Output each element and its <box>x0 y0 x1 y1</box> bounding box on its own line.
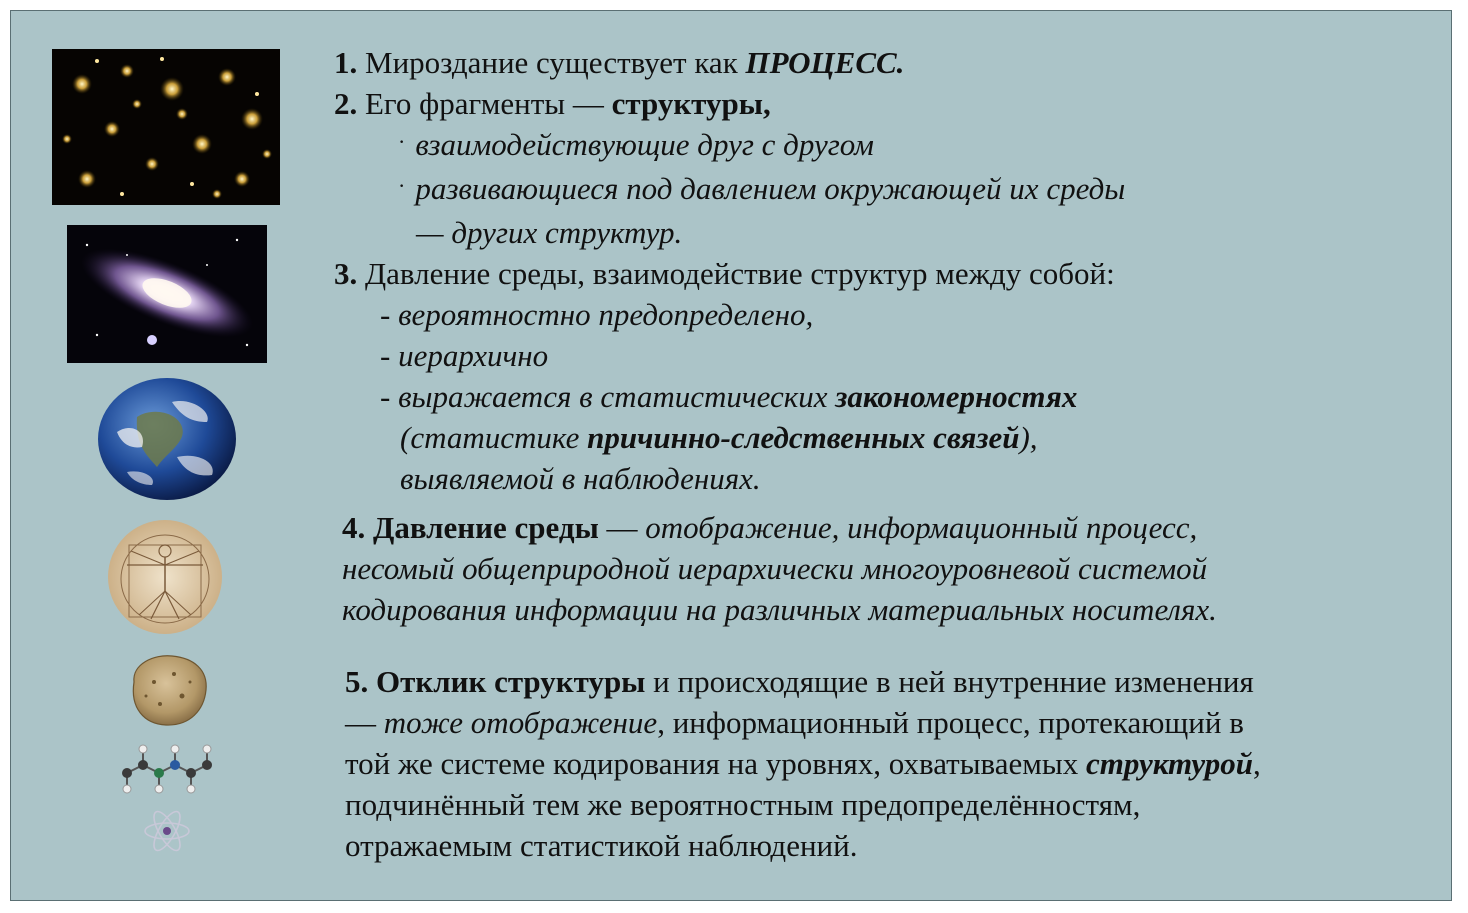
point-1-number: 1. <box>334 45 358 80</box>
point-5-line-3 <box>345 743 1261 784</box>
point-2-bullet-1-text: взаимодействующие друг с другом <box>415 127 874 162</box>
vitruvian-man-image <box>107 519 223 635</box>
spiral-galaxy-image <box>67 225 267 363</box>
point-2-emphasis: структуры, <box>611 86 771 121</box>
point-2 <box>334 83 1125 124</box>
slide <box>10 10 1452 901</box>
point-4-line-3: кодирования информации на различных материальных носителях. <box>342 592 1217 627</box>
point-5-line-2 <box>345 702 1261 743</box>
atom-image <box>141 807 193 855</box>
point-1-emphasis: ПРОЦЕСС. <box>745 45 905 80</box>
cell-image <box>124 652 210 728</box>
point-3-item-1-text: вероятностно предопределено, <box>398 297 814 332</box>
point-4-line-1-text: отображение, информационный процесс, <box>645 510 1198 545</box>
point-3-item-1 <box>334 294 1125 335</box>
point-1 <box>334 42 1125 83</box>
point-3-number: 3. <box>334 256 358 291</box>
dash-icon: - <box>380 338 399 373</box>
galaxy-cluster-image <box>52 49 280 205</box>
point-4-line-1 <box>342 507 1217 548</box>
point-3-item-2 <box>334 335 1125 376</box>
point-5-line-2-b: тоже отображение <box>383 705 658 740</box>
text-block-5 <box>345 661 1261 866</box>
point-3-item-3-line-2 <box>334 417 1125 458</box>
point-5-line-3-a: той же системе кодирования на уровнях, охватываемых <box>345 746 1086 781</box>
point-1-text: Мироздание существует как <box>357 45 746 80</box>
point-5-line-3-b: структурой <box>1086 746 1253 781</box>
point-5-line-1 <box>345 661 1261 702</box>
point-3-item-2-text: иерархично <box>398 338 549 373</box>
point-3-text: Давление среды, взаимодействие структур между собой: <box>357 256 1115 291</box>
earth-image <box>97 377 237 501</box>
bullet-dot-icon: · <box>398 173 406 198</box>
point-2-text: Его фрагменты — <box>357 86 612 121</box>
point-2-bullet-2-cont: — других структур. <box>416 215 683 250</box>
point-3-item-3 <box>334 376 1125 417</box>
point-5-line-1-text: и происходящие в ней внутренние изменения <box>645 664 1254 699</box>
point-5-line-3-c: , <box>1252 746 1261 781</box>
bullet-dot-icon: · <box>398 129 406 154</box>
point-3 <box>334 253 1125 294</box>
point-5-line-2-a: — <box>345 705 384 740</box>
point-3-item-3-e: ), <box>1019 420 1038 455</box>
point-4-dash: — <box>598 510 646 545</box>
point-4-lead: 4. Давление среды <box>342 510 599 545</box>
text-block-4 <box>342 507 1217 630</box>
point-2-bullet-2-text: развивающиеся под давлением окружающей их среды <box>415 171 1126 206</box>
text-block-1-3 <box>334 42 1125 499</box>
point-3-item-3-b: закономерностях <box>835 379 1078 414</box>
point-3-item-3-c: (статистике <box>400 420 588 455</box>
molecule-image <box>119 743 215 797</box>
point-2-bullet-1 <box>334 124 1125 168</box>
point-5-lead: 5. Отклик структуры <box>345 664 646 699</box>
point-5-line-5: отражаемым статистикой наблюдений. <box>345 828 858 863</box>
point-2-number: 2. <box>334 86 358 121</box>
point-3-item-3-line-3: выявляемой в наблюдениях. <box>400 461 761 496</box>
point-4-line-2: несомый общеприродной иерархически многоуровневой системой <box>342 551 1208 586</box>
point-3-item-3-a: выражается в статистических <box>398 379 836 414</box>
dash-icon: - <box>380 379 399 414</box>
dash-icon: - <box>380 297 399 332</box>
point-5-line-2-c: , информационный процесс, протекающий в <box>657 705 1244 740</box>
point-3-item-3-d: причинно-следственных связей <box>587 420 1020 455</box>
point-2-bullet-2 <box>334 168 1125 212</box>
point-5-line-4: подчинённый тем же вероятностным предопределённостям, <box>345 787 1141 822</box>
